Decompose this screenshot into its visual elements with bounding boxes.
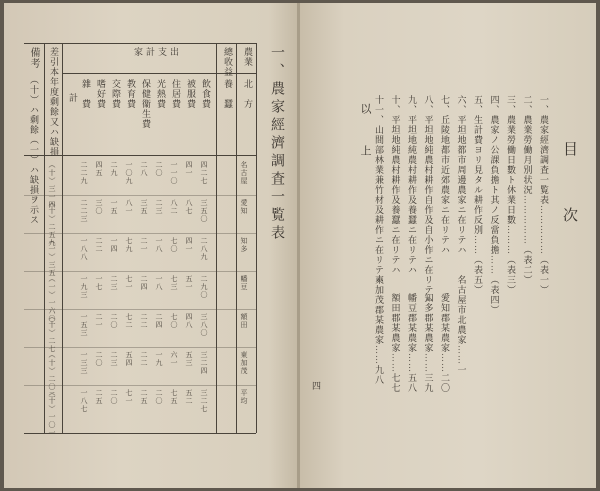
toc-entry-number: 十一、 <box>373 95 383 125</box>
table-cell: 三八〇 <box>200 313 208 337</box>
toc-entry <box>406 95 415 275</box>
table-cell: 二三 <box>155 199 163 215</box>
right-page-contents <box>300 3 596 488</box>
table-cell: 二二 <box>140 351 148 367</box>
table-cell: 八二 <box>170 199 178 215</box>
toc-entry-leader: …… <box>373 345 383 365</box>
toc-entry-leader: …… <box>488 255 499 275</box>
table-column-head: 東加茂 <box>240 351 248 375</box>
toc-entry-place-line <box>456 275 465 375</box>
toc-entry-title: 農家經濟調査一覧表 <box>538 115 548 205</box>
table-cell: 二九 <box>110 161 118 177</box>
table-cell: 五三 <box>185 351 193 367</box>
table-cell: 二四 <box>155 313 163 329</box>
table-cell: 三五 <box>140 199 148 215</box>
table-cell: 三〇 <box>95 199 103 215</box>
table-cell: 二一 <box>95 313 103 329</box>
table-cell: 一五 <box>110 199 118 215</box>
income-group: 總收益 <box>222 47 232 77</box>
toc-entry-title: 平坦地都市周邊農家ニ在リテハ <box>455 115 466 255</box>
table-cell: （十）一〇一 <box>48 389 56 437</box>
table-column-head: 知多 <box>240 237 248 253</box>
table-cell: 八一 <box>125 199 133 215</box>
toc-entry-table-ref: （表三） <box>505 255 515 295</box>
page-marker: 四 <box>310 381 320 391</box>
table-cell: 二〇 <box>155 389 163 405</box>
table-cell: 四五 <box>95 161 103 177</box>
table-cell: 二三 <box>110 275 118 291</box>
table-row-divider <box>24 347 256 348</box>
toc-entry-leader: …… <box>439 353 449 373</box>
toc-entry-table-ref: （表五） <box>472 255 482 295</box>
table-cell: （一）一六〇 <box>48 275 56 323</box>
toc-entry-title: 丘陵地都市近郊農家ニ在リテハ <box>439 115 449 255</box>
table-column-head: 幡豆 <box>240 275 248 291</box>
toc-entry-leader: …… <box>472 235 482 255</box>
toc-entry-number: 八、 <box>422 95 433 115</box>
table-cell: 二二 <box>95 237 103 253</box>
toc-entry <box>423 95 432 305</box>
table-cell: 二五 <box>95 389 103 405</box>
toc-entry-leader: …………… <box>521 195 532 245</box>
toc-entry-place-line <box>373 275 382 385</box>
toc-entry-table-ref: （表二） <box>521 245 532 285</box>
table-cell: （一）三五 <box>48 237 56 277</box>
expense-item-4: 保健衞生費 <box>140 79 150 129</box>
table-cell: 一九 <box>155 351 163 367</box>
toc-entry-number: 五、 <box>472 95 482 115</box>
toc-entry-title: 生計費ヨリ見タル耕作反別 <box>472 115 482 235</box>
table-cell: 一三三 <box>80 351 88 375</box>
toc-entry <box>439 95 448 255</box>
table-cell: 一五三 <box>80 313 88 337</box>
table-cell: 一八八 <box>80 237 88 261</box>
table-cell: 二九〇 <box>200 275 208 299</box>
table-column-head: 名古屋 <box>240 161 248 185</box>
table-cell: 六一 <box>170 351 178 367</box>
table-cell: 一〇九 <box>125 161 133 185</box>
toc-entry-number: 六、 <box>455 95 466 115</box>
toc-entry <box>472 95 481 295</box>
book-spread <box>4 3 596 488</box>
table-cell: 四一 <box>185 237 193 253</box>
toc-entry-page: 五八 <box>406 373 416 393</box>
income-item-1: 養 蠶 <box>222 79 232 109</box>
toc-entry-page: 三九 <box>422 373 433 393</box>
toc-entry <box>390 95 399 275</box>
toc-entry-title: 平坦地純農村耕作及養蠶ニ在リテハ <box>389 115 400 275</box>
table-cell: （十）三一四 <box>48 161 56 209</box>
table-column-head: 愛知 <box>240 199 248 215</box>
toc-entry-place: 東加茂郡某農家 <box>373 275 383 345</box>
toc-entry-title: 平坦地純農村耕作及養蠶ニ在リテハ <box>406 115 416 275</box>
toc-entry-place: 額田郡某農家 <box>389 293 400 353</box>
toc-entry-leader: …… <box>389 353 400 373</box>
table-column-head: 平均 <box>240 389 248 405</box>
table-row-divider <box>24 309 256 310</box>
table-cell: 二二三 <box>80 199 88 223</box>
toc-entry-place-line <box>439 293 448 393</box>
toc-entry <box>522 95 531 285</box>
expense-item-7: 嗜好費 <box>95 79 105 109</box>
table-cell: （十）二〇二 <box>48 351 56 399</box>
table-row-divider <box>24 195 256 196</box>
toc-entry-title: 平坦地純農村耕作自作及自小作ニ在リテハ <box>422 115 433 305</box>
table-cell: 七一 <box>125 389 133 405</box>
table-cell: 二五 <box>140 389 148 405</box>
table-cell: 二〇 <box>155 161 163 177</box>
income-label: 農業 <box>242 47 252 67</box>
toc-entry-number: 七、 <box>439 95 449 115</box>
table-cell: 七〇 <box>170 237 178 253</box>
table-cell: 二一 <box>140 237 148 253</box>
table-cell: 二二九 <box>80 161 88 185</box>
table-cell: 八七 <box>185 199 193 215</box>
toc-entry <box>373 95 382 285</box>
table-cell: 二三 <box>110 351 118 367</box>
toc-entry-place-line <box>390 293 399 393</box>
left-page-table <box>4 3 298 488</box>
toc-entry-place: 幡豆郡某農家 <box>406 293 416 353</box>
table-cell: 七一 <box>125 275 133 291</box>
toc-entry-page: 九八 <box>373 365 383 385</box>
toc-entry-table-ref: （表一） <box>538 255 548 295</box>
toc-entry-number: 一、 <box>538 95 548 115</box>
toc-entry-page: 一 <box>455 365 466 375</box>
toc-entry-number: 二、 <box>521 95 532 115</box>
toc-entry <box>505 95 514 295</box>
income-item-0: 北 方 <box>242 79 252 109</box>
table-cell: 二〇 <box>110 389 118 405</box>
toc-entry-number: 九、 <box>406 95 416 115</box>
expense-item-1: 被服費 <box>185 79 195 109</box>
table-cell: 二〇 <box>95 351 103 367</box>
table-cell: 四一 <box>185 161 193 177</box>
net-label: 差引本年度剩餘又ハ缺損 <box>48 47 58 157</box>
table-cell: 一一〇 <box>170 161 178 185</box>
table-cell: 一四 <box>110 237 118 253</box>
toc-entry-leader: …… <box>455 345 466 365</box>
toc-entry-leader: ……… <box>505 225 515 255</box>
table-cell: 七二 <box>125 313 133 329</box>
toc-entry-title: 農家ノ公課負擔ト其ノ反當負擔 <box>488 115 499 255</box>
end-mark: 以 上 <box>359 103 372 166</box>
table-column-head: 額田 <box>240 313 248 329</box>
table-cell: 三二四 <box>200 351 208 375</box>
table-cell: 五二 <box>185 389 193 405</box>
expense-item-0: 飲食費 <box>200 79 210 109</box>
table-cell: 七九 <box>125 237 133 253</box>
toc-entry-title: 山間部林業兼竹材及耕作ニ在リテハ <box>373 125 383 285</box>
table-cell: 二〇 <box>110 313 118 329</box>
expense-item-2: 住居費 <box>170 79 180 109</box>
table-cell: 七三 <box>170 275 178 291</box>
expense-group: 家計支出 <box>134 48 183 58</box>
table-cell: 七〇 <box>170 313 178 329</box>
table-cell: 一八 <box>155 275 163 291</box>
toc-entry <box>456 95 465 255</box>
table-cell: 五一 <box>185 275 193 291</box>
table-cell: 三五〇 <box>200 199 208 223</box>
table-cell: 二八九 <box>200 237 208 261</box>
expense-item-6: 交際費 <box>110 79 120 109</box>
toc-entry-number: 十、 <box>389 95 400 115</box>
toc-entry-leader: …… <box>406 353 416 373</box>
toc-entry-place: 知多郡某農家 <box>422 293 433 353</box>
table-cell: （十）二五九 <box>48 199 56 247</box>
expense-item-5: 教育費 <box>125 79 135 109</box>
toc-entry-title: 農業勞働日數ト休業日數 <box>505 115 515 225</box>
toc-entry-place: 名古屋市北農家 <box>455 275 466 345</box>
expense-item-9: 計 <box>67 93 77 103</box>
table-cell: 一八七 <box>80 389 88 413</box>
toc-entry <box>489 95 498 315</box>
table-row-divider <box>24 271 256 272</box>
toc-entry <box>538 95 547 295</box>
contents-heading: 目 次 <box>561 141 579 240</box>
remark-text: （十）ハ剩餘（一）ハ缺損ヲ示ス <box>28 75 38 225</box>
table-cell: 二八 <box>140 161 148 177</box>
toc-entry-title: 農業勞働月別状況 <box>521 115 532 195</box>
toc-entry-number: 三、 <box>505 95 515 115</box>
toc-entry-leader: …… <box>422 353 433 373</box>
table-cell: 四八 <box>185 313 193 329</box>
toc-entry-place-line <box>423 293 432 393</box>
table-cell: （十）二七 <box>48 313 56 353</box>
toc-entry-table-ref: （表四） <box>488 275 499 315</box>
expense-item-3: 光熱費 <box>155 79 165 109</box>
toc-entry-place-line <box>406 293 415 393</box>
table-cell: 一七 <box>95 275 103 291</box>
table-cell: 七五 <box>170 389 178 405</box>
table-cell: 五四 <box>125 351 133 367</box>
table-row-divider <box>24 385 256 386</box>
table-title: 一、農家經濟調査一覧表 <box>269 45 285 243</box>
table-cell: 四二七 <box>200 161 208 185</box>
table-cell: 一八 <box>155 237 163 253</box>
table-cell: 一九三 <box>80 275 88 299</box>
table-cell: 二四 <box>140 275 148 291</box>
toc-entry-page: 七七 <box>389 373 400 393</box>
table-cell: 二二 <box>140 313 148 329</box>
toc-entry-number: 四、 <box>488 95 499 115</box>
toc-entry-place: 愛知郡某農家 <box>439 293 449 353</box>
remark-label: 備考 <box>28 47 39 69</box>
table-cell: 三二七 <box>200 389 208 413</box>
toc-entry-leader: …………… <box>538 205 548 255</box>
table-row-divider <box>24 233 256 234</box>
toc-entry-page: 二〇 <box>439 373 449 393</box>
expense-item-8: 雜 費 <box>80 79 90 109</box>
